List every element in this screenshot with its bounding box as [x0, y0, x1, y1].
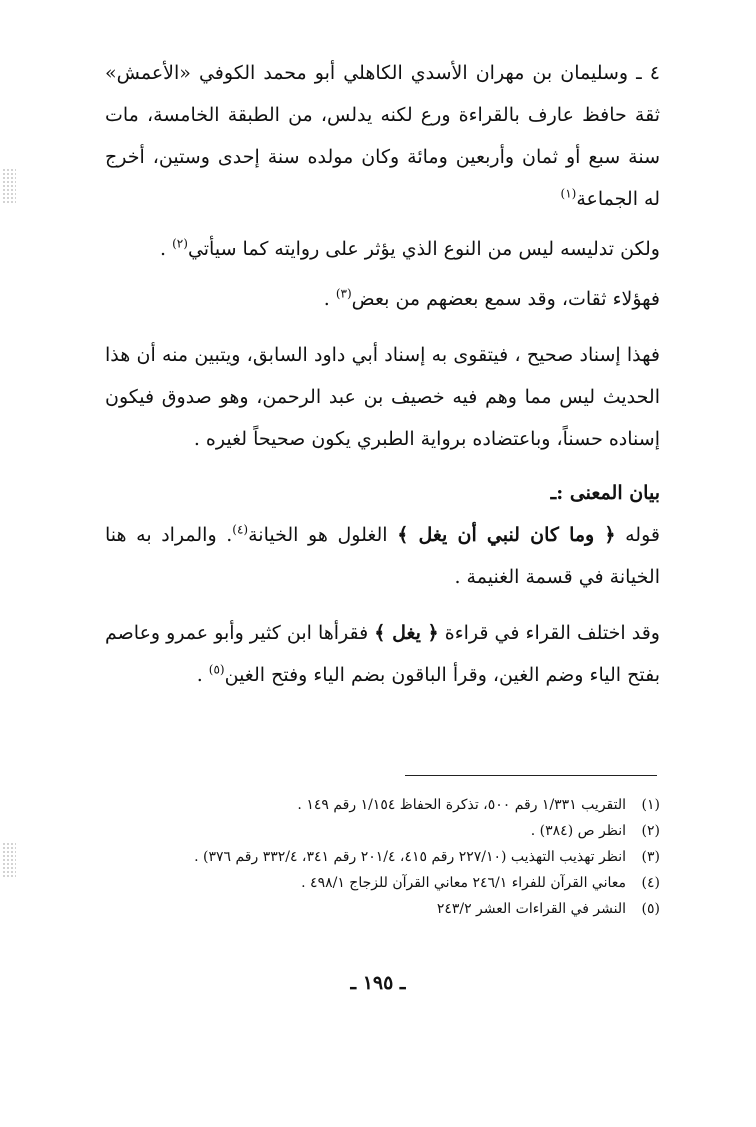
footnote-ref-1: (١): [560, 186, 577, 201]
quran-quote: ﴿ وما كان لنبي أن يغل ﴾: [397, 524, 616, 546]
footnote-number: (٤): [641, 875, 660, 891]
scan-artifact: [2, 168, 16, 204]
footnote-text: معاني القرآن للفراء ٢٤٦/١ معاني القرآن للزجاج ٤٩٨/١ .: [301, 875, 626, 891]
paragraph-text: . والمراد به هنا الخيانة في قسمة الغنيمة .: [105, 524, 660, 588]
footnote-number: (٢): [641, 823, 660, 839]
footnote-ref-4: (٤): [232, 522, 249, 537]
paragraph-end: .: [160, 238, 173, 260]
quran-quote: ﴿ يغل ﴾: [374, 622, 439, 644]
paragraph-end: .: [323, 288, 336, 310]
paragraph-text: قوله: [615, 524, 660, 546]
footnote-ref-5: (٥): [208, 662, 225, 677]
paragraph-text: فهذا إسناد صحيح ، فيتقوى به إسناد أبي داود السابق، ويتبين منه أن هذا الحديث ليس مما وهم فيه خصيف بن عبد الرحمن، وهو صدوق فيكون إسناده حسناً، وباعتضاده برواية الطبري يكون صحيحاً لغيره .: [105, 344, 660, 450]
footnote-text: انظر تهذيب التهذيب (٢٢٧/١٠ رقم ٤١٥، ٢٠١/٤ رقم ٣٤١، ٣٣٢/٤ رقم ٣٧٦) .: [194, 849, 626, 865]
footnote-number: (٥): [641, 901, 660, 917]
section-heading: بيان المعنى :ـ: [550, 482, 660, 504]
scan-artifact: [2, 842, 16, 878]
paragraph-isnad-sahih: [105, 334, 660, 460]
footnote-text: انظر ص (٣٨٤) .: [530, 823, 626, 839]
page-number: ـ ١٩٥ ـ: [350, 972, 406, 994]
footnote-ref-3: (٣): [335, 286, 352, 301]
paragraph-text: ٤ ـ وسليمان بن مهران الأسدي الكاهلي أبو محمد الكوفي «الأعمش» ثقة حافظ عارف بالقراءة ورع لكنه يدلس، من الطبقة الخامسة، مات سنة سبع أو ثمان وأربعين ومائة وكان مولده سنة إحدى وستين، أخرج له الجماعة: [105, 62, 660, 210]
footnote-text: النشر في القراءات العشر ٢٤٣/٢: [436, 901, 626, 917]
footnote-item: [105, 818, 660, 844]
footnote-number: (٣): [641, 849, 660, 865]
footnote-item: [105, 896, 660, 922]
paragraph-text: فقرأها ابن كثير وأبو عمرو وعاصم بفتح الياء وضم الغين، وقرأ الباقون بضم الياء وفتح الغين: [105, 622, 660, 686]
main-text: [105, 52, 660, 696]
footnote-item: [105, 870, 660, 896]
footnote-item: [105, 792, 660, 818]
footnote-item: [105, 844, 660, 870]
footnote-number: (١): [641, 797, 660, 813]
paragraph-qiraat: [105, 612, 660, 696]
footnote-text: التقريب ١/٣٣١ رقم ٥٠٠، تذكرة الحفاظ ١/١٥٤ رقم ١٤٩ .: [297, 797, 626, 813]
footnote-divider: [405, 775, 657, 776]
paragraph-tadlis: [105, 228, 660, 270]
paragraph-thiqat: [105, 278, 660, 320]
footnotes: [105, 792, 660, 922]
paragraph-text: وقد اختلف القراء في قراءة: [438, 622, 660, 644]
footnote-ref-2: (٢): [172, 236, 188, 251]
paragraph-narrator-sulayman: [105, 52, 660, 220]
paragraph-end: .: [196, 664, 209, 686]
paragraph-text: الغلول هو الخيانة: [248, 524, 398, 546]
paragraph-meaning: [105, 514, 660, 598]
paragraph-text: فهؤلاء ثقات، وقد سمع بعضهم من بعض: [351, 288, 660, 310]
paragraph-text: ولكن تدليسه ليس من النوع الذي يؤثر على روايته كما سيأتي: [187, 238, 660, 260]
